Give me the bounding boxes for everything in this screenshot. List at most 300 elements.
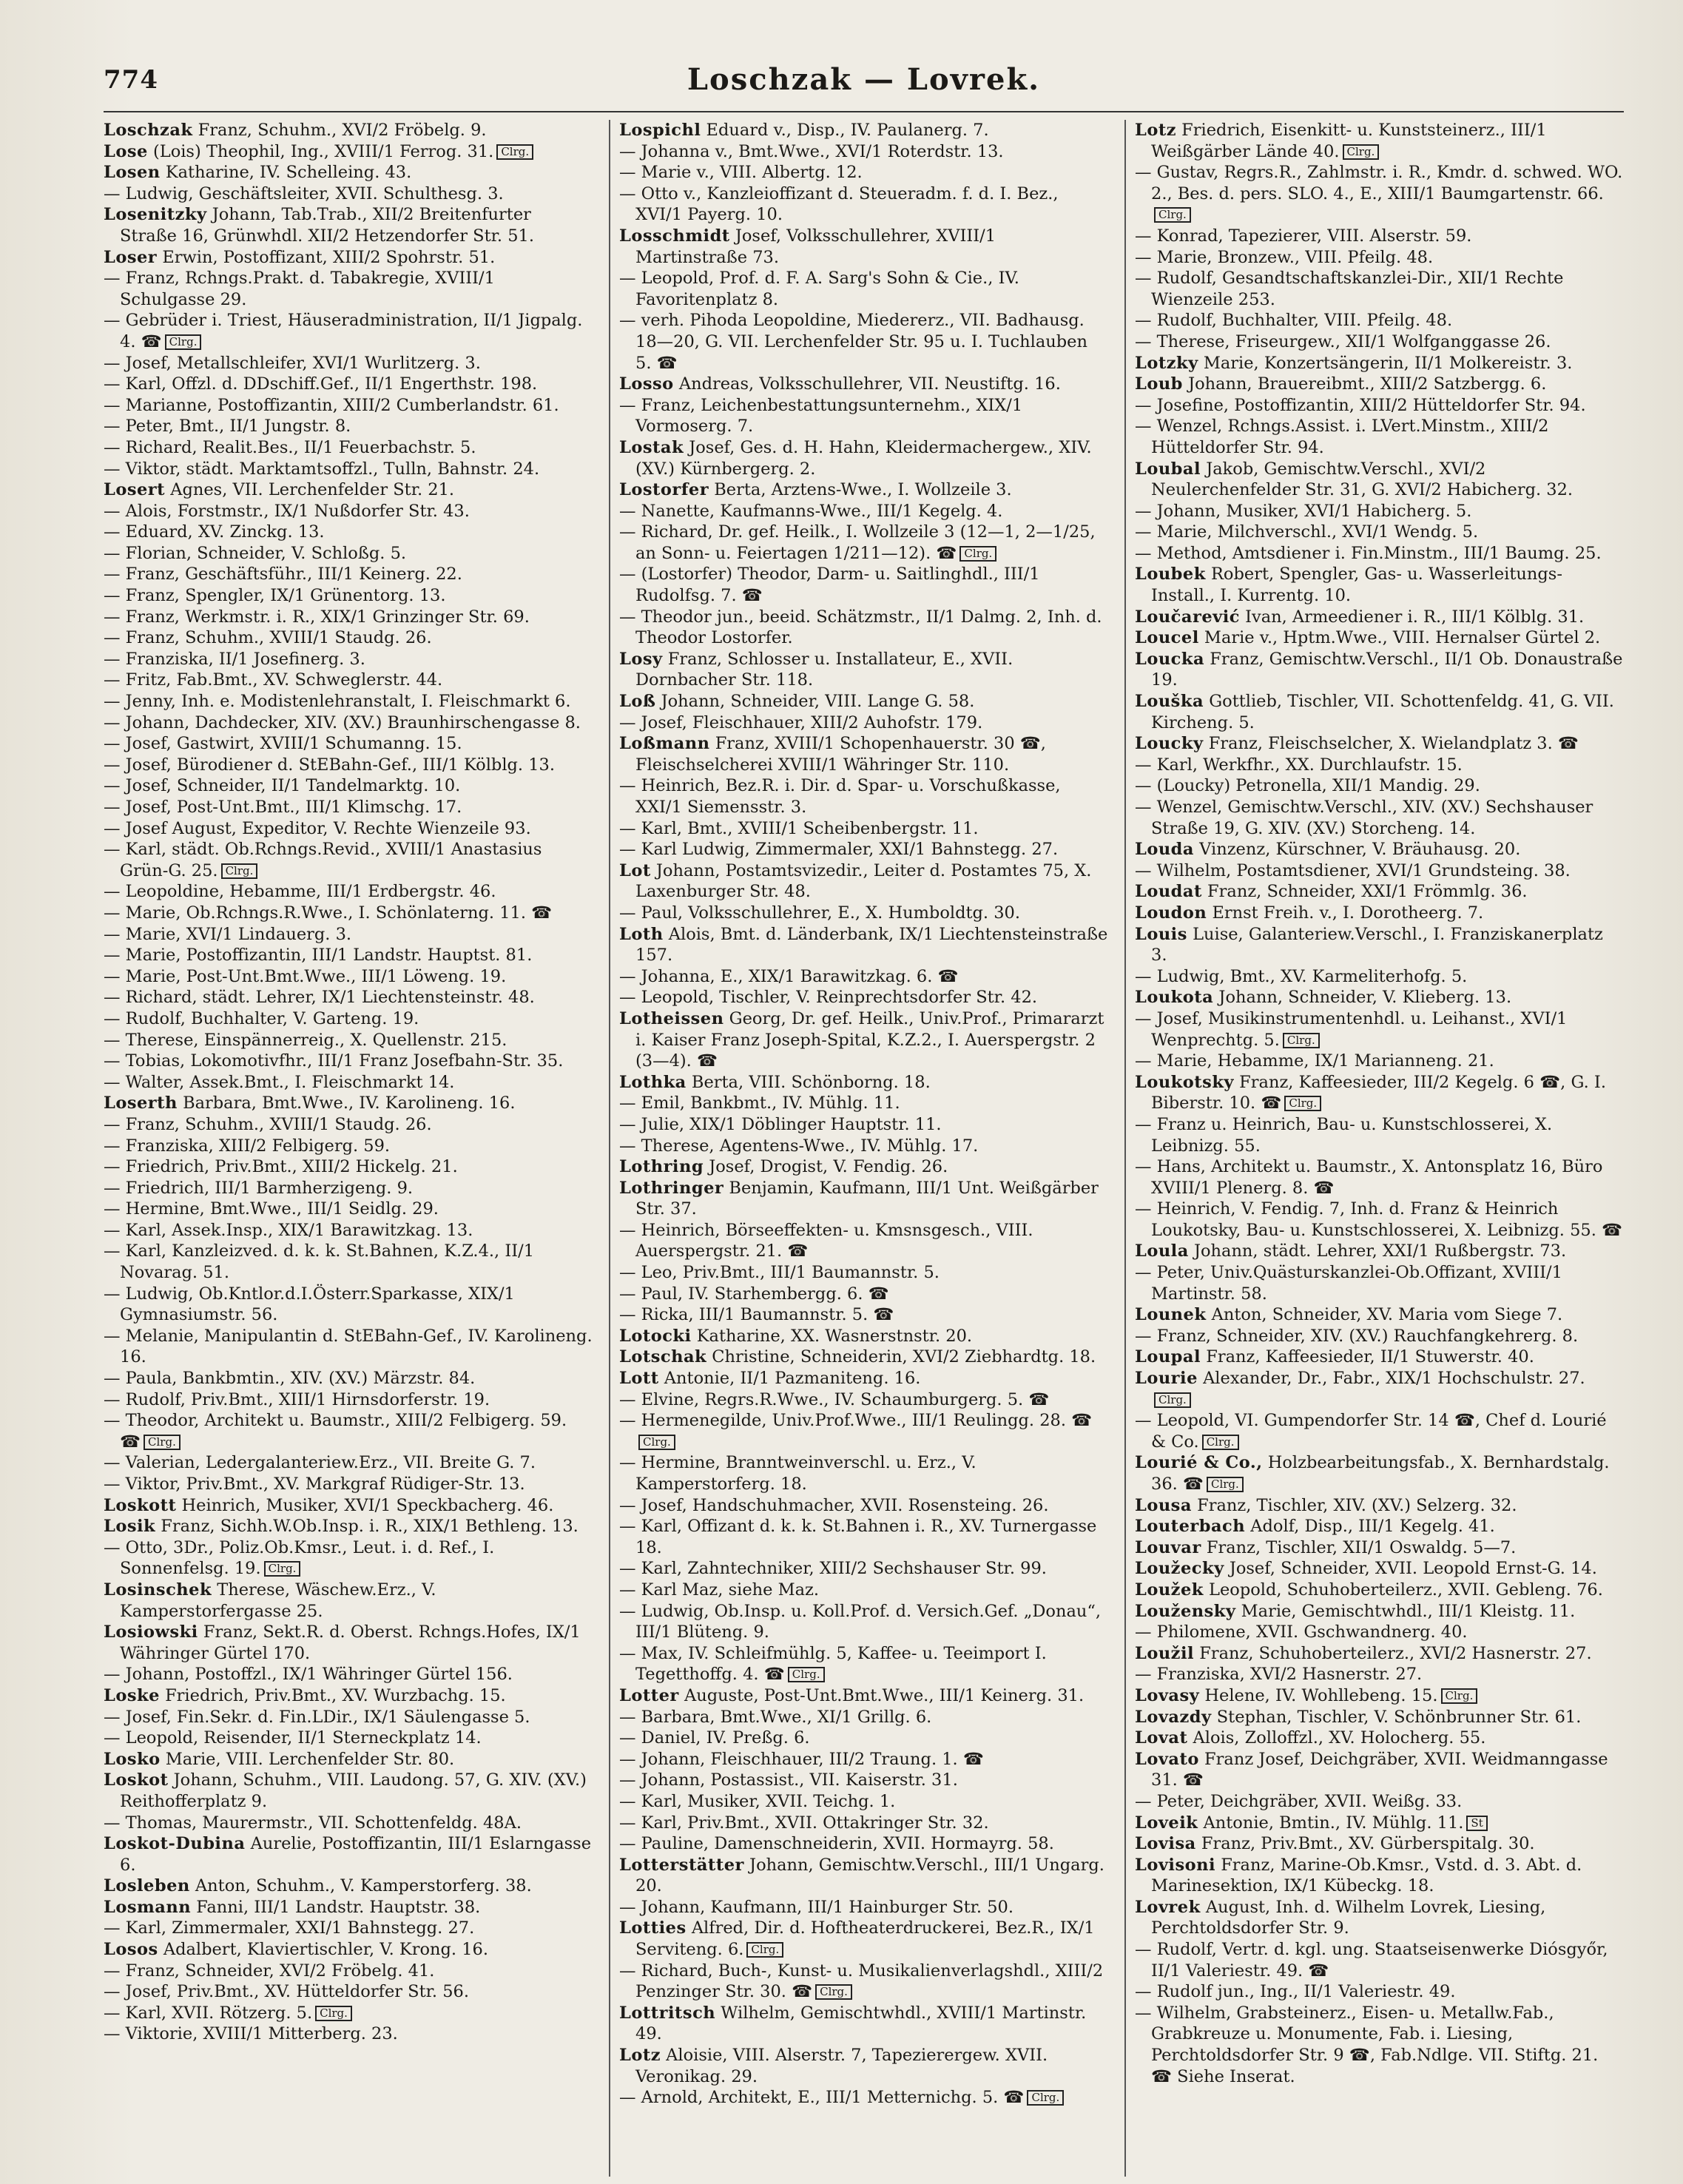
directory-entry <box>104 1241 593 1283</box>
entry-text: — Daniel, IV. Preßg. 6. <box>619 1728 810 1748</box>
entry-text: Franz, Sekt.R. d. Oberst. Rchngs.Hofes, IX/1 Währinger Gürtel 170. <box>120 1622 581 1663</box>
directory-entry <box>104 183 593 205</box>
directory-entry <box>1135 1939 1624 1981</box>
directory-entry <box>619 564 1108 606</box>
entry-surname: Louis <box>1135 924 1187 944</box>
directory-entry <box>104 268 593 310</box>
clearing-badge: Clrg. <box>1027 2090 1064 2106</box>
directory-entry <box>619 1707 1108 1728</box>
clearing-badge: Clrg. <box>1283 1033 1320 1048</box>
directory-entry <box>104 839 593 881</box>
entry-surname: Lothringer <box>619 1178 724 1198</box>
clearing-badge: Clrg. <box>221 863 258 879</box>
directory-entry <box>104 310 593 352</box>
entry-surname: Loub <box>1135 374 1183 394</box>
clearing-badge: Clrg. <box>1202 1435 1239 1450</box>
directory-entry <box>1135 733 1624 755</box>
clearing-badge: Clrg. <box>1284 1096 1321 1111</box>
directory-entry <box>1135 1326 1624 1347</box>
entry-surname: Losleben <box>104 1876 190 1896</box>
entry-text: — Rudolf, Priv.Bmt., XIII/1 Hirnsdorferstr. 19. <box>104 1389 490 1409</box>
entry-text: — Viktor, Priv.Bmt., XV. Markgraf Rüdiger-Str. 13. <box>104 1474 525 1494</box>
entry-text: Josef, Ges. d. H. Hahn, Kleidermachergew., XIV. (XV.) Kürnbergerg. 2. <box>635 437 1092 479</box>
directory-entry <box>619 437 1108 479</box>
directory-entry <box>1135 1833 1624 1855</box>
entry-surname: Loukota <box>1135 988 1214 1008</box>
directory-entry <box>619 1220 1108 1262</box>
entry-text: Franz, XVIII/1 Schopenhauerstr. 30 ☎, Fleischselcherei XVIII/1 Währinger Str. 110. <box>635 734 1046 775</box>
entry-surname: Lothring <box>619 1157 704 1177</box>
entry-surname: Loth <box>619 924 664 944</box>
entry-text: — Marie, Post-Unt.Bmt.Wwe., III/1 Löweng. 19. <box>104 966 507 986</box>
entry-text: — Marie v., VIII. Albertg. 12. <box>619 163 863 183</box>
directory-entry <box>104 141 593 163</box>
directory-entry <box>1135 374 1624 395</box>
entry-text: — Paula, Bankbmtin., XIV. (XV.) Märzstr. 84. <box>104 1369 476 1389</box>
clearing-badge: Clrg. <box>1207 1477 1244 1492</box>
directory-entry <box>104 1622 593 1664</box>
directory-entry <box>104 1495 593 1517</box>
directory-entry <box>1135 924 1624 966</box>
clearing-badge: Clrg. <box>1154 1392 1191 1408</box>
directory-entry <box>104 162 593 183</box>
clearing-badge: St <box>1466 1816 1487 1831</box>
directory-entry <box>104 1008 593 1030</box>
directory-entry <box>104 670 593 691</box>
directory-entry <box>619 691 1108 712</box>
entry-text: — Karl, Bmt., XVIII/1 Scheibenbergstr. 11. <box>619 818 979 838</box>
entry-text: Vinzenz, Kürschner, V. Bräuhausg. 20. <box>1199 840 1521 860</box>
directory-entry <box>104 1580 593 1622</box>
entry-text: Jakob, Gemischtw.Verschl., XVI/2 Neulerchenfelder Str. 31, G. XVI/2 Habicherg. 32. <box>1151 459 1574 500</box>
directory-entry <box>1135 1981 1624 2003</box>
entry-text: Stephan, Tischler, V. Schönbrunner Str. 61. <box>1216 1707 1582 1727</box>
entry-surname: Loucel <box>1135 628 1199 648</box>
entry-surname: Losschmidt <box>619 226 730 246</box>
directory-entry <box>104 797 593 818</box>
entry-text: Franz, Schuhoberteilerz., XVI/2 Hasnerstr. 27. <box>1199 1643 1592 1663</box>
directory-entry <box>619 226 1108 268</box>
directory-entry <box>1135 1347 1624 1368</box>
directory-entry <box>104 1707 593 1728</box>
directory-entry <box>619 162 1108 183</box>
entry-text: — Josef, Bürodiener d. StEBahn-Gef., III/1 Kölblg. 13. <box>104 755 556 775</box>
column-left <box>104 120 593 2177</box>
directory-entry <box>104 1897 593 1918</box>
directory-entry <box>1135 1452 1624 1494</box>
entry-text: Franz, Kaffeesieder, II/1 Stuwerstr. 40. <box>1206 1347 1534 1367</box>
entry-text: — Richard, Realit.Bes., II/1 Feuerbachstr. 5. <box>104 437 476 457</box>
entry-text: — Peter, Deichgräber, XVII. Weißg. 33. <box>1135 1791 1463 1811</box>
entry-text: — Eduard, XV. Zinckg. 13. <box>104 522 325 542</box>
entry-text: Johann, Brauereibmt., XIII/2 Satzbergg. 6. <box>1188 374 1547 394</box>
directory-entry <box>104 627 593 649</box>
directory-entry <box>1135 459 1624 501</box>
directory-entry <box>619 1136 1108 1157</box>
directory-entry <box>619 1114 1108 1136</box>
directory-entry <box>619 479 1108 501</box>
entry-text: — Marie, Hebamme, IX/1 Marianneng. 21. <box>1135 1051 1494 1071</box>
directory-entry <box>104 459 593 480</box>
entry-text: Adalbert, Klaviertischler, V. Krong. 16. <box>163 1940 488 1960</box>
directory-entry <box>619 1897 1108 1918</box>
entry-text: — Theodor, Architekt u. Baumstr., XIII/2 Felbigerg. 59. ☎ <box>104 1411 567 1452</box>
entry-text: — Karl Maz, siehe Maz. <box>619 1580 820 1600</box>
entry-surname: Loubek <box>1135 564 1206 584</box>
column-right <box>1124 120 1624 2177</box>
entry-text: Benjamin, Kaufmann, III/1 Unt. Weißgärber Str. 37. <box>635 1178 1099 1219</box>
directory-entry <box>619 1813 1108 1834</box>
directory-entry <box>1135 1749 1624 1791</box>
directory-entry <box>104 437 593 459</box>
directory-entry <box>1135 649 1624 691</box>
entry-surname: Lotheissen <box>619 1008 724 1028</box>
directory-entry <box>1135 860 1624 882</box>
entry-text: — Franz, Schneider, XVI/2 Fröbelg. 41. <box>104 1961 435 1981</box>
entry-text: — Florian, Schneider, V. Schloßg. 5. <box>104 543 407 563</box>
entry-text: — Leo, Priv.Bmt., III/1 Baumannstr. 5. <box>619 1263 940 1283</box>
entry-text: Alois, Zolloffzl., XV. Holocherg. 55. <box>1193 1728 1486 1748</box>
directory-entry <box>104 120 593 141</box>
entry-text: — Leopold, Prof. d. F. A. Sarg's Sohn & Cie., IV. Favoritenplatz 8. <box>619 269 1019 309</box>
entry-surname: Loužensky <box>1135 1601 1236 1621</box>
entry-text: — Heinrich, Bez.R. i. Dir. d. Spar- u. Vorschußkasse, XXI/1 Siemensstr. 3. <box>619 776 1061 817</box>
directory-entry <box>104 522 593 543</box>
directory-entry <box>1135 1664 1624 1685</box>
entry-surname: Losy <box>619 649 663 669</box>
clearing-badge: Clrg. <box>959 546 996 562</box>
directory-entry <box>619 374 1108 395</box>
directory-entry <box>1135 1199 1624 1241</box>
entry-text: Barbara, Bmt.Wwe., IV. Karolineng. 16. <box>183 1093 516 1113</box>
entry-surname: Loskot <box>104 1770 169 1790</box>
directory-entry <box>104 1156 593 1178</box>
directory-entry <box>1135 1707 1624 1728</box>
entry-text: — Valerian, Ledergalanteriew.Erz., VII. Breite G. 7. <box>104 1453 536 1473</box>
directory-entry <box>104 987 593 1008</box>
directory-entry <box>1135 564 1624 606</box>
directory-entry <box>1135 1410 1624 1452</box>
entry-text: — Barbara, Bmt.Wwe., XI/1 Grillg. 6. <box>619 1707 932 1727</box>
entry-text: — Franz, Schneider, XIV. (XV.) Rauchfangkehrerg. 8. <box>1135 1326 1579 1346</box>
directory-entry <box>619 1368 1108 1389</box>
entry-surname: Lotschak <box>619 1347 707 1367</box>
directory-entry <box>1135 755 1624 776</box>
entry-surname: Lospichl <box>619 121 701 140</box>
directory-entry <box>619 1580 1108 1601</box>
entry-surname: Loske <box>104 1685 160 1705</box>
entry-text: — Richard, Dr. gef. Heilk., I. Wollzeile 3 (12—1, 2—1/25, an Sonn- u. Feiertagen 1/211—12). ☎ <box>619 522 1096 563</box>
entry-surname: Lotterstätter <box>619 1855 744 1875</box>
entry-surname: Lousa <box>1135 1495 1192 1515</box>
entry-text: — Konrad, Tapezierer, VIII. Alserstr. 59. <box>1135 226 1472 246</box>
clearing-badge: Clrg. <box>264 1561 301 1577</box>
directory-columns <box>104 120 1624 2177</box>
entry-text: Franz, Schuhm., XVI/2 Fröbelg. 9. <box>198 121 487 140</box>
entry-surname: Loupal <box>1135 1347 1201 1367</box>
entry-text: — Nanette, Kaufmanns-Wwe., III/1 Kegelg. 4. <box>619 501 1003 521</box>
entry-text: — Wilhelm, Grabsteinerz., Eisen- u. Metallw.Fab., Grabkreuze u. Monumente, Fab. i. Liesing, Perchtoldsdorfer Str. 9 ☎, Fab.Ndlge. VII. Stiftg. 21. ☎ Siehe Inserat. <box>1135 2003 1599 2086</box>
directory-entry <box>104 1939 593 1961</box>
directory-entry <box>104 1875 593 1897</box>
directory-entry <box>619 2087 1108 2109</box>
directory-entry <box>1135 1728 1624 1749</box>
directory-entry <box>1135 839 1624 860</box>
entry-text: — Ludwig, Ob.Kntlor.d.I.Österr.Sparkasse, XIX/1 Gymnasiumstr. 56. <box>104 1284 515 1325</box>
entry-text: — Max, IV. Schleifmühlg. 5, Kaffee- u. Teeimport I. Tegetthoffg. 4. ☎ <box>619 1643 1047 1685</box>
entry-surname: Lovisa <box>1135 1834 1196 1854</box>
directory-entry <box>619 1685 1108 1707</box>
directory-entry <box>104 501 593 522</box>
directory-entry <box>1135 1601 1624 1622</box>
entry-text: — Tobias, Lokomotivfhr., III/1 Franz Josefbahn-Str. 35. <box>104 1051 564 1071</box>
entry-text: — Johann, Postoffzl., IX/1 Währinger Gürtel 156. <box>104 1665 513 1685</box>
entry-surname: Lovrek <box>1135 1897 1201 1917</box>
directory-entry <box>619 1093 1108 1114</box>
entry-surname: Lounek <box>1135 1305 1207 1325</box>
entry-text: — Pauline, Damenschneiderin, XVII. Hormayrg. 58. <box>619 1834 1054 1854</box>
entry-surname: Lotties <box>619 1918 687 1938</box>
entry-text: — Franz, Rchngs.Prakt. d. Tabakregie, XVIII/1 Schulgasse 29. <box>104 269 495 309</box>
directory-entry <box>619 1749 1108 1770</box>
entry-text: Berta, Arztens-Wwe., I. Wollzeile 3. <box>714 480 1012 500</box>
entry-text: — Melanie, Manipulantin d. StEBahn-Gef., IV. Karolineng. 16. <box>104 1326 593 1367</box>
entry-surname: Lovat <box>1135 1728 1188 1748</box>
entry-text: — Paul, Volksschullehrer, E., X. Humboldtg. 30. <box>619 903 1021 923</box>
entry-text: — Philomene, XVII. Gschwandnerg. 40. <box>1135 1622 1468 1642</box>
entry-text: Franz, Schneider, XXI/1 Frömmlg. 36. <box>1207 882 1528 902</box>
directory-entry <box>1135 1897 1624 1939</box>
entry-surname: Loucky <box>1135 734 1204 754</box>
entry-text: Friedrich, Priv.Bmt., XV. Wurzbachg. 15. <box>165 1685 506 1705</box>
directory-entry <box>104 585 593 607</box>
directory-entry <box>1135 691 1624 733</box>
entry-text: — Method, Amtsdiener i. Fin.Minstm., III/1 Baumg. 25. <box>1135 543 1602 563</box>
entry-surname: Loß <box>619 692 656 712</box>
entry-surname: Lottritsch <box>619 2003 716 2023</box>
directory-entry <box>1135 543 1624 564</box>
directory-entry <box>619 1495 1108 1517</box>
entry-text: Alois, Bmt. d. Länderbank, IX/1 Liechtensteinstraße 157. <box>635 924 1108 965</box>
entry-text: — Theodor jun., beeid. Schätzmstr., II/1 Dalmg. 2, Inh. d. Theodor Lostorfer. <box>619 607 1102 648</box>
directory-entry <box>104 1685 593 1707</box>
entry-text: Luise, Galanteriew.Verschl., I. Franziskanerplatz 3. <box>1151 924 1603 965</box>
entry-text: (Lois) Theophil, Ing., XVIII/1 Ferrog. 31. <box>152 141 494 161</box>
directory-entry <box>1135 2003 1624 2087</box>
directory-entry <box>104 1368 593 1389</box>
directory-entry <box>1135 310 1624 331</box>
entry-text: — Franz, Spengler, IX/1 Grünentorg. 13. <box>104 586 446 606</box>
entry-text: Adolf, Disp., III/1 Kegelg. 41. <box>1250 1517 1495 1537</box>
entry-text: Franz, Schlosser u. Installateur, E., XVII. Dornbacher Str. 118. <box>635 649 1013 690</box>
entry-text: Johann, städt. Lehrer, XXI/1 Rußbergstr. 73. <box>1193 1241 1567 1261</box>
entry-surname: Loucka <box>1135 649 1205 669</box>
directory-entry <box>104 966 593 988</box>
entry-text: Franz, Marine-Ob.Kmsr., Vstd. d. 3. Abt. d. Marinesektion, IX/1 Kübeckg. 18. <box>1151 1855 1582 1896</box>
directory-entry <box>1135 1643 1624 1665</box>
directory-entry <box>619 1601 1108 1643</box>
entry-text: — Wilhelm, Postamtsdiener, XVI/1 Grundsteing. 38. <box>1135 860 1571 880</box>
clearing-badge: Clrg. <box>815 1984 852 2000</box>
entry-text: — Josef, Gastwirt, XVIII/1 Schumanng. 15. <box>104 734 462 754</box>
entry-surname: Losmann <box>104 1897 192 1917</box>
entry-text: — Ludwig, Bmt., XV. Karmeliterhofg. 5. <box>1135 966 1468 986</box>
directory-entry <box>104 543 593 564</box>
clearing-badge: Clrg. <box>1343 144 1380 160</box>
directory-entry <box>1135 1114 1624 1156</box>
entry-surname: Lovasy <box>1135 1685 1200 1705</box>
directory-entry <box>104 395 593 417</box>
directory-entry <box>1135 1516 1624 1537</box>
directory-entry <box>104 924 593 946</box>
directory-entry <box>104 2003 593 2024</box>
directory-entry <box>104 416 593 437</box>
directory-entry <box>1135 268 1624 310</box>
entry-text: — Wenzel, Gemischtw.Verschl., XIV. (XV.) Sechshauser Straße 19, G. XIV. (XV.) Storcheng. 14. <box>1135 798 1593 838</box>
directory-entry <box>1135 1072 1624 1114</box>
entry-text: Berta, VIII. Schönborng. 18. <box>691 1072 931 1092</box>
directory-entry <box>104 755 593 776</box>
entry-surname: Lotz <box>1135 121 1176 140</box>
entry-text: — Viktorie, XVIII/1 Mitterberg. 23. <box>104 2024 398 2044</box>
entry-text: — (Lostorfer) Theodor, Darm- u. Saitlinghdl., III/1 Rudolfsg. 7. ☎ <box>619 564 1040 606</box>
directory-entry <box>104 1749 593 1770</box>
directory-entry <box>104 903 593 924</box>
entry-text: — Peter, Univ.Quästurskanzlei-Ob.Offizant, XVIII/1 Martinstr. 58. <box>1135 1263 1562 1304</box>
clearing-badge: Clrg. <box>144 1435 181 1450</box>
entry-text: — verh. Pihoda Leopoldine, Miedererz., VII. Badhausg. 18—20, G. VII. Lerchenfelder Str. 95 u. I. Tuchlauben 5. ☎ <box>619 311 1087 373</box>
entry-surname: Lott <box>619 1369 659 1389</box>
entry-surname: Losko <box>104 1749 161 1769</box>
directory-entry <box>104 1516 593 1537</box>
directory-entry <box>104 1474 593 1495</box>
entry-text: — Fritz, Fab.Bmt., XV. Schweglerstr. 44. <box>104 670 443 690</box>
directory-entry <box>619 1326 1108 1347</box>
directory-entry <box>1135 1791 1624 1813</box>
entry-surname: Loveik <box>1135 1813 1198 1833</box>
entry-text: — Jenny, Inh. e. Modistenlehranstalt, I. Fleischmarkt 6. <box>104 692 571 712</box>
entry-text: — Heinrich, Börseeffekten- u. Kmsnsgesch., VIII. Auerspergstr. 21. ☎ <box>619 1220 1033 1261</box>
entry-text: — Johann, Musiker, XVI/1 Habicherg. 5. <box>1135 501 1472 521</box>
entry-text: — Hermine, Branntweinverschl. u. Erz., V. Kamperstorferg. 18. <box>619 1453 977 1494</box>
entry-surname: Lotter <box>619 1685 679 1705</box>
entry-surname: Lovazdy <box>1135 1707 1212 1727</box>
entry-text: — Therese, Einspännerreig., X. Quellenstr. 215. <box>104 1030 507 1050</box>
directory-entry <box>619 818 1108 840</box>
directory-entry <box>104 1114 593 1136</box>
entry-surname: Loudon <box>1135 903 1207 923</box>
directory-entry <box>104 1770 593 1812</box>
directory-entry <box>1135 775 1624 797</box>
entry-text: — Hans, Architekt u. Baumstr., X. Antonsplatz 16, Büro XVIII/1 Plenerg. 8. ☎ <box>1135 1157 1603 1198</box>
entry-text: — Peter, Bmt., II/1 Jungstr. 8. <box>104 417 351 437</box>
entry-text: — (Loucky) Petronella, XII/1 Mandig. 29. <box>1135 776 1480 796</box>
entry-text: Marie v., Hptm.Wwe., VIII. Hernalser Gürtel 2. <box>1204 628 1601 648</box>
directory-entry <box>1135 1051 1624 1072</box>
directory-entry <box>619 1262 1108 1284</box>
entry-text: — Therese, Friseurgew., XII/1 Wolfganggasse 26. <box>1135 331 1551 351</box>
directory-entry <box>1135 395 1624 417</box>
directory-entry <box>619 2045 1108 2087</box>
directory-entry <box>104 775 593 797</box>
entry-text: — Marie, Ob.Rchngs.R.Wwe., I. Schönlaterng. 11. ☎ <box>104 903 553 923</box>
entry-surname: Losiowski <box>104 1622 198 1642</box>
entry-text: — Josef, Metallschleifer, XVI/1 Wurlitzerg. 3. <box>104 353 481 373</box>
entry-text: Anton, Schneider, XV. Maria vom Siege 7. <box>1211 1305 1563 1325</box>
directory-entry <box>619 1558 1108 1580</box>
entry-surname: Louška <box>1135 692 1204 712</box>
clearing-badge: Clrg. <box>788 1667 825 1682</box>
directory-entry <box>619 1347 1108 1368</box>
entry-text: — Viktor, städt. Marktamtsoffzl., Tulln, Bahnstr. 24. <box>104 459 540 479</box>
directory-entry <box>1135 353 1624 374</box>
directory-entry <box>619 1728 1108 1749</box>
entry-text: — Karl, Zimmermaler, XXI/1 Bahnstegg. 27. <box>104 1918 475 1938</box>
directory-entry <box>619 1452 1108 1494</box>
directory-entry <box>1135 1813 1624 1834</box>
entry-text: Katharine, XX. Wasnerstnstr. 20. <box>696 1326 973 1346</box>
entry-text: Aloisie, VIII. Alserstr. 7, Tapezierergew. XVII. Veronikag. 29. <box>635 2046 1048 2086</box>
entry-text: — Karl, Offizant d. k. k. St.Bahnen i. R., XV. Turnergasse 18. <box>619 1517 1097 1557</box>
directory-entry <box>619 733 1108 775</box>
entry-text: Heinrich, Musiker, XVI/1 Speckbacherg. 46. <box>181 1495 554 1515</box>
entry-text: — Karl, Priv.Bmt., XVII. Ottakringer Str. 32. <box>619 1813 989 1833</box>
entry-surname: Louda <box>1135 840 1194 860</box>
directory-entry <box>619 860 1108 903</box>
directory-entry <box>619 1961 1108 2003</box>
directory-entry <box>619 1410 1108 1452</box>
entry-text: — Franz u. Heinrich, Bau- u. Kunstschlosserei, X. Leibnizg. 55. <box>1135 1114 1553 1156</box>
entry-text: Alexander, Dr., Fabr., XIX/1 Hochschulstr. 27. <box>1203 1369 1585 1389</box>
entry-text: — Richard, Buch-, Kunst- u. Musikalienverlagshdl., XIII/2 Penzinger Str. 30. ☎ <box>619 1961 1104 2002</box>
entry-text: — Karl, Musiker, XVII. Teichg. 1. <box>619 1791 896 1811</box>
directory-entry <box>1135 1580 1624 1601</box>
directory-entry <box>104 881 593 903</box>
directory-entry <box>1135 607 1624 628</box>
entry-text: — Josef, Handschuhmacher, XVII. Rosensteing. 26. <box>619 1495 1049 1515</box>
entry-text: — Josef, Schneider, II/1 Tandelmarktg. 10. <box>104 776 461 796</box>
directory-entry <box>1135 1685 1624 1707</box>
directory-entry <box>104 1389 593 1411</box>
entry-text: — Richard, städt. Lehrer, IX/1 Liechtensteinstr. 48. <box>104 988 535 1008</box>
directory-entry <box>104 691 593 712</box>
directory-entry <box>104 2023 593 2045</box>
directory-entry <box>1135 797 1624 839</box>
directory-entry <box>619 1516 1108 1558</box>
entry-text: — Josef, Fleischhauer, XIII/2 Auhofstr. 179. <box>619 712 983 732</box>
entry-text: — Friedrich, Priv.Bmt., XIII/2 Hickelg. 21. <box>104 1157 458 1177</box>
entry-text: Marie, Konzertsängerin, II/1 Molkereistr. 3. <box>1203 353 1573 373</box>
entry-text: — Friedrich, III/1 Barmherzigeng. 9. <box>104 1178 414 1198</box>
directory-entry <box>619 775 1108 818</box>
directory-entry <box>1135 1262 1624 1304</box>
entry-text: Anton, Schuhm., V. Kamperstorferg. 38. <box>195 1876 532 1896</box>
entry-text: — Heinrich, V. Fendig. 7, Inh. d. Franz & Heinrich Loukotsky, Bau- u. Kunstschlosserei, X. Leibnizg. 55. ☎ <box>1135 1199 1623 1240</box>
entry-text: Johann, Schneider, VIII. Lange G. 58. <box>661 692 975 712</box>
clearing-badge: Clrg. <box>1154 207 1191 223</box>
entry-text: — Franziska, II/1 Josefinerg. 3. <box>104 649 365 669</box>
directory-entry <box>1135 903 1624 924</box>
directory-entry <box>104 247 593 269</box>
entry-text: — Elvine, Regrs.R.Wwe., IV. Schaumburgerg. 5. ☎ <box>619 1389 1050 1409</box>
entry-text: Wilhelm, Gemischtwhdl., XVIII/1 Martinstr. 49. <box>635 2003 1087 2044</box>
directory-entry <box>1135 1368 1624 1410</box>
directory-entry <box>1135 1156 1624 1199</box>
directory-entry <box>619 607 1108 649</box>
entry-text: — Rudolf, Vertr. d. kgl. ung. Staatseisenwerke Diósgyőr, II/1 Valeriestr. 49. ☎ <box>1135 1940 1608 1981</box>
entry-surname: Losenitzky <box>104 205 207 225</box>
entry-text: Ivan, Armeediener i. R., III/1 Kölblg. 31. <box>1245 607 1585 627</box>
